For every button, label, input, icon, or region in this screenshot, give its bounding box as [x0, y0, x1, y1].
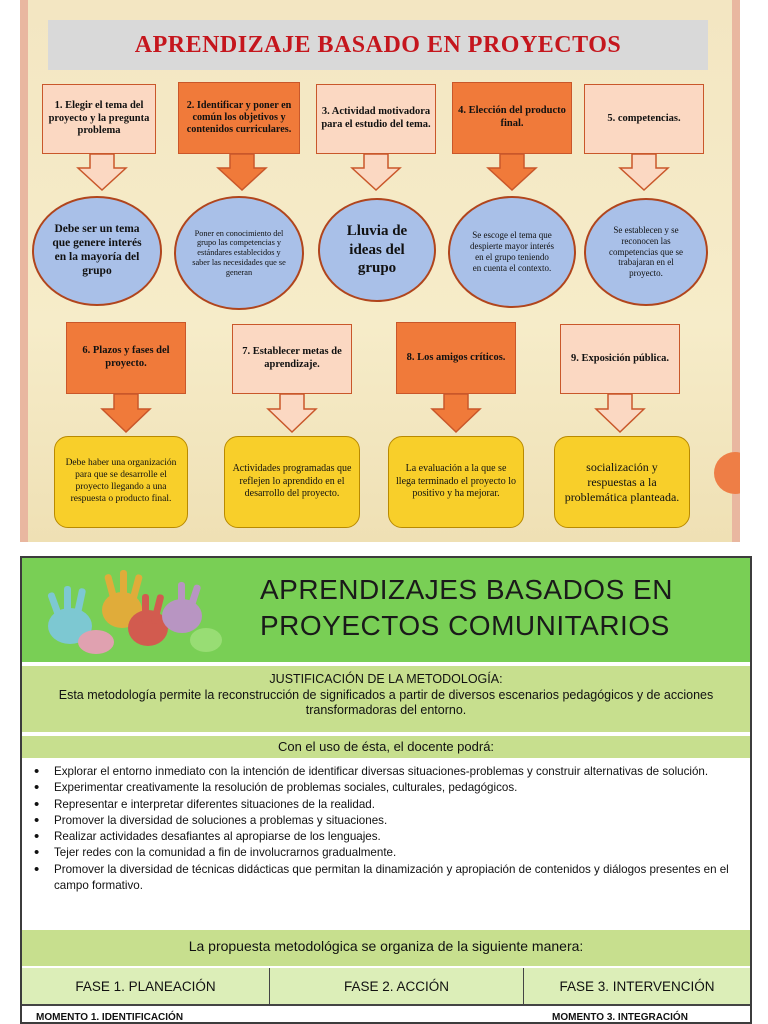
step-box-9: 9. Exposición pública. [560, 324, 680, 394]
abpc-document [20, 556, 752, 1024]
step-box-2: 2. Identificar y poner en común los objetivos y contenidos curriculares. [178, 82, 300, 154]
justification-heading: JUSTIFICACIÓN DE LA METODOLOGÍA: [269, 672, 503, 686]
step-box-6: 6. Plazos y fases del proyecto. [66, 322, 186, 394]
decorative-circle [714, 452, 740, 494]
step-oval-5: Se establecen y se reconocen las competencias que se trabajaran en el proyecto. [584, 198, 708, 306]
step-note-8: La evaluación a la que se llega terminado el proyecto lo positivo y ha mejorar. [388, 436, 524, 528]
bullet-item: • Promover la diversidad de soluciones a problemas y situaciones. [30, 813, 740, 829]
down-arrow-icon [618, 154, 670, 192]
docente-bullet-list [30, 764, 740, 894]
moment-1-label: MOMENTO 1. IDENTIFICACIÓN [36, 1012, 184, 1023]
step-box-1: 1. Elegir el tema del proyecto y la pregunta problema [42, 84, 156, 154]
bullet-item: • Explorar el entorno inmediato con la intención de identificar diversas situaciones-problemas y construir alternativas de solución. [30, 764, 740, 780]
organization-heading: La propuesta metodológica se organiza de la siguiente manera: [188, 938, 584, 954]
bullet-item: • Realizar actividades desafiantes al apropiarse de los lenguajes. [30, 829, 740, 845]
phase-1-cell: FASE 1. PLANEACIÓN [22, 968, 270, 1004]
step-note-6: Debe haber una organización para que se desarrolle el proyecto llegando a una respuesta o producto final. [54, 436, 188, 528]
step-oval-3: Lluvia de ideas del grupo [318, 198, 436, 302]
phase-2-cell: FASE 2. ACCIÓN [270, 968, 524, 1004]
document-header [22, 558, 750, 662]
step-note-7: Actividades programadas que reflejen lo aprendido en el desarrollo del proyecto. [224, 436, 360, 528]
down-arrow-icon [216, 154, 268, 192]
bullet-item: • Promover la diversidad de técnicas didácticas que permitan la dinamización y apropiación de contenidos y diálogos presentes en el campo formativo. [30, 862, 740, 895]
down-arrow-icon [594, 394, 646, 434]
document-title [260, 572, 740, 644]
infographic-title: APRENDIZAJE BASADO EN PROYECTOS [134, 31, 622, 58]
justification-text: Esta metodología permite la reconstrucción de significados a partir de diversos escenarios pedagógicos y de acciones transformadoras del entorno. [58, 688, 714, 717]
down-arrow-icon [100, 394, 152, 434]
step-note-9: socialización y respuestas a la problemática planteada. [554, 436, 690, 528]
moment-3-label: MOMENTO 3. INTEGRACIÓN [552, 1012, 688, 1023]
document-title-line-1: APRENDIZAJES BASADOS EN [260, 574, 673, 605]
down-arrow-icon [430, 394, 482, 434]
step-oval-2: Poner en conocimiento del grupo las competencias y estándares establecidos y saber las necesidades que se generan [174, 196, 304, 310]
step-box-4: 4. Elección del producto final. [452, 82, 572, 154]
left-border [20, 0, 28, 542]
step-box-5: 5. competencias. [584, 84, 704, 154]
bullet-item: • Experimentar creativamente la resolución de problemas sociales, culturales, pedagógicos. [30, 780, 740, 796]
down-arrow-icon [350, 154, 402, 192]
phase-3-cell: FASE 3. INTERVENCIÓN [559, 978, 715, 994]
step-oval-1: Debe ser un tema que genere interés en la mayoría del grupo [32, 196, 162, 306]
docente-heading: Con el uso de ésta, el docente podrá: [277, 739, 495, 754]
phase-divider [22, 1004, 750, 1006]
bullet-item: • Representar e interpretar diferentes situaciones de la realidad. [30, 797, 740, 813]
step-oval-4: Se escoge el tema que despierte mayor interés en el grupo teniendo en cuenta el contexto. [448, 196, 576, 308]
step-box-8: 8. Los amigos críticos. [396, 322, 516, 394]
abp-infographic [20, 0, 740, 542]
down-arrow-icon [76, 154, 128, 192]
step-box-3: 3. Actividad motivadora para el estudio del tema. [316, 84, 436, 154]
step-box-7: 7. Establecer metas de aprendizaje. [232, 324, 352, 394]
title-banner [48, 20, 708, 70]
down-arrow-icon [486, 154, 538, 192]
colored-hands-logo-icon [30, 564, 230, 658]
down-arrow-icon [266, 394, 318, 434]
bullet-item: • Tejer redes con la comunidad a fin de involucrarnos gradualmente. [30, 845, 740, 861]
document-title-line-2: PROYECTOS COMUNITARIOS [260, 610, 670, 641]
